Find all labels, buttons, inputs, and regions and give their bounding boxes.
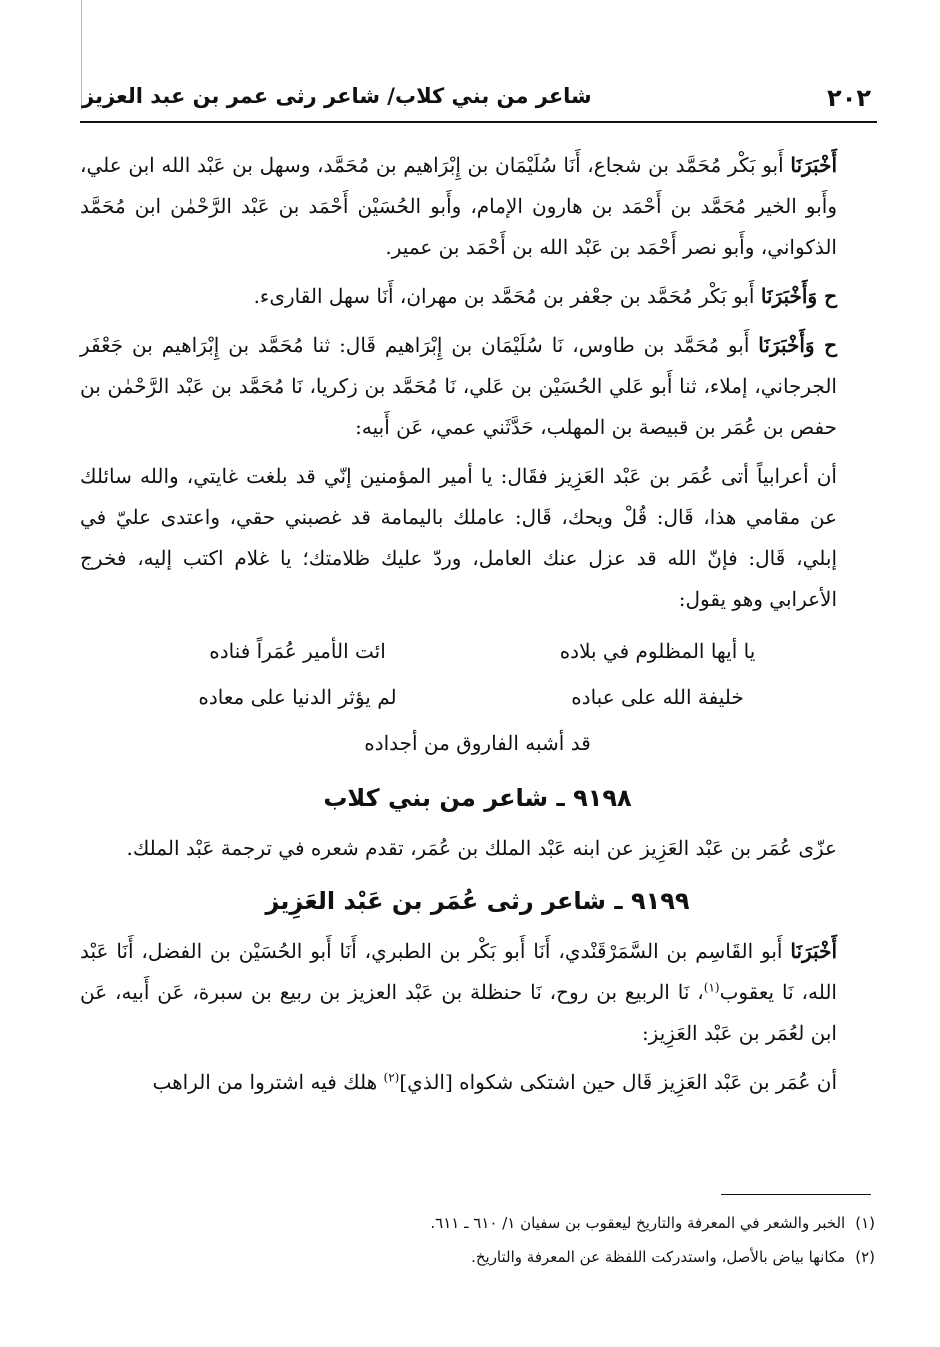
verse-first-hemistich: خليفة الله على عباده	[571, 684, 744, 709]
header-rule	[80, 121, 877, 123]
paragraph-isnad-3	[80, 325, 875, 448]
paragraph-text: أَبو القَاسِم بن السَّمَرْقَنْدي، أَنَا أَبو بَكْر بن الطبري، أَنَا أَبو الحُسَيْن بن الفضل، أَنَا عَبْد الله، نَا يعقوب	[80, 939, 837, 1004]
running-title: شاعر من بني كلاب/ شاعر رثى عمر بن عبد العزيز	[82, 84, 592, 108]
paragraph-narrative	[80, 456, 875, 620]
poem	[80, 628, 875, 766]
akhbarana-lead: ح وَأَخْبَرَنَا	[758, 333, 837, 357]
paragraph-text: ، نَا الربيع بن روح، نَا حنظلة بن عَبْد العزيز بن ربيع بن سبرة، عَن أَبيه، عَن ابن لعُمَر بن عَبْد العَزِيز:	[80, 980, 837, 1045]
section-9199-isnad	[80, 931, 875, 1054]
verse-first-hemistich: يا أيها المظلوم في بلاده	[559, 638, 756, 663]
page-header	[80, 78, 875, 114]
footnote-text: الخبر والشعر في المعرفة والتاريخ ليعقوب بن سفيان ١/ ٦١٠ ـ ٦١١.	[430, 1214, 846, 1232]
footnote-ref-2[interactable]: (٢)	[383, 1070, 400, 1085]
akhbarana-lead: ح وَأَخْبَرَنَا	[760, 284, 837, 308]
paragraph-isnad-2	[80, 276, 875, 317]
verse-single-line: قد أشبه الفاروق من أجداده	[364, 731, 591, 755]
paragraph-text: هلك فيه اشتروا من الراهب	[152, 1070, 384, 1094]
footnote-rule	[721, 1194, 871, 1195]
verse-second-hemistich: لم يؤثر الدنيا على معاده	[198, 684, 397, 709]
verse-line	[80, 628, 875, 674]
footnote-text: مكانها بياض بالأصل، واستدركت اللفظة عن المعرفة والتاريخ.	[471, 1248, 846, 1266]
footnote-marker: (١)	[855, 1214, 875, 1232]
footnote-marker: (٢)	[855, 1248, 875, 1266]
footnote-1	[80, 1206, 875, 1240]
page-body	[80, 145, 875, 1111]
section-heading-9198: ٩١٩٨ ـ شاعر من بني كلاب	[323, 784, 632, 812]
akhbarana-lead: أَخْبَرَنَا	[790, 153, 838, 177]
paragraph-text: أَبو بَكْر مُحَمَّد بن شجاع، أَنَا سُلَيْمَان بن إِبْرَاهيم بن مُحَمَّد، وسهل بن عَبْد الله ابن علي، وأَبو الخير مُحَمَّد بن أَحْمَد بن هارون الإمام، وأَبو الحُسَيْن أَحْمَد بن عَبْد الرَّحْمٰن ابن مُحَمَّد الذكواني، وأَبو نصر أَحْمَد بن عَبْد الله بن أَحْمَد بن عمير.	[80, 153, 838, 259]
paragraph-isnad-1	[80, 145, 875, 268]
paragraph-text: أَبو مُحَمَّد بن طاوس، نَا سُلَيْمَان بن إِبْرَاهيم قَال: ثنا مُحَمَّد بن إِبْرَاهيم بن جَعْفَر الجرجاني، إملاء، ثنا أَبو عَلي الحُسَيْن بن عَلي، نَا مُحَمَّد بن زكريا، نَا مُحَمَّد بن عَبْد الرَّحْمٰن بن حفص بن عُمَر بن قبيصة بن المهلب، حَدَّثَني عمي، عَن أَبيه:	[80, 333, 837, 439]
section-9199-narrative	[80, 1062, 875, 1103]
page-number: ٢٠٢	[827, 84, 871, 112]
akhbarana-lead: أَخْبَرَنَا	[790, 939, 837, 963]
footnote-2	[80, 1240, 875, 1274]
section-9198-text	[80, 828, 875, 869]
paragraph-text: أن عُمَر بن عَبْد العَزِيز قَال حين اشتكى شكواه [الذي]	[399, 1070, 837, 1094]
footnote-ref-1[interactable]: (١)	[703, 980, 720, 995]
paragraph-text: أن أعرابياً أتى عُمَر بن عَبْد العَزِيز فقَال: يا أمير المؤمنين إنّي قد بلغت غايتي، والله سائلك عن مقامي هذا، قَال: قُلْ ويحك، قَال: عاملك باليمامة قد غصبني حقي، واعتدى عليّ في إبلي، قَال: فإنّ الله قد عزل عنك العامل، وردّ عليك ظلامتك؛ يا غلام اكتب إليه، فخرج الأعرابي وهو يقول:	[80, 464, 837, 611]
section-heading-9199: ٩١٩٩ ـ شاعر رثى عُمَر بن عَبْد العَزِيز	[265, 887, 690, 915]
paragraph-text: عزّى عُمَر بن عَبْد العَزِيز عن ابنه عَبْد الملك بن عُمَر، تقدم شعره في ترجمة عَبْد الملك.	[126, 836, 837, 860]
paragraph-text: أَبو بَكْر مُحَمَّد بن جعْفر بن مُحَمَّد بن مهران، أَنَا سهل القارىء.	[253, 284, 755, 308]
verse-line	[80, 674, 875, 720]
footnotes	[80, 1206, 875, 1274]
verse-second-hemistich: ائت الأمير عُمَراً فناده	[209, 638, 386, 663]
